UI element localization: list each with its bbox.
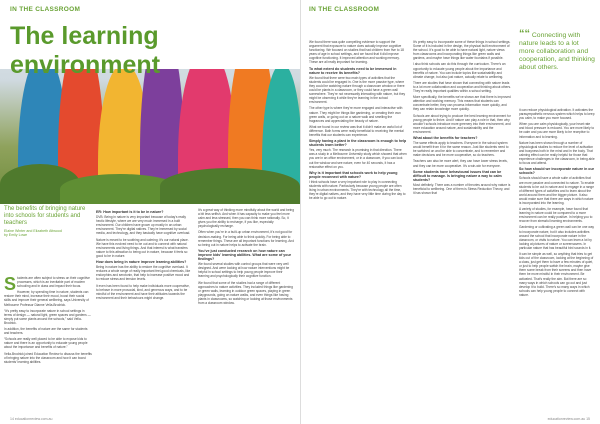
body-paragraph: We found that there were two main types of activities that the students could be engaged in. One is the more passive type, where they could be watching nature through a classroom window or there could be plants in a classroom, or they could have a green wall somewhere. They’re not necessarily interacting with nature, but they might be observing it while they’re learning in the school environment. <box>309 75 406 105</box>
intro-paragraph: tudents are often subject to stress on their cognitive processes, which is an inevitable part of modern schooling and in class and impact their focus. <box>17 276 90 289</box>
body-paragraph: More specifically, the benefits we’ve shown are that there is improved attention and working memory. This means that students can concentrate better, they can process information more quickly, and they can retain knowledge more quickly. <box>413 95 511 112</box>
body-paragraph: We found there was quite compelling evidence to support the argument that exposure to nature does actually improve cognitive functioning. We focused on studies that had children from five to 18 years of age in school settings, and we found that it did improve cognitive functioning. It improved attention and working memory. These are all really important for learning. <box>309 40 404 65</box>
body-paragraph: There are studies that have shown that connecting with nature leads to a lot more collaboration and cooperation and thinking about others. They’re really important qualities within a school setting. <box>413 80 511 94</box>
subheading: Why is it important that schools work to help young people reconnect with nature? <box>309 170 398 179</box>
body-paragraph: Teachers can also be more alert, they can have lower stress levels, and they can be more cooperative. It’s a win-win for everyone. <box>413 159 508 168</box>
body-paragraph: What we found in our review was that it didn’t make an awful lot of difference. Both forms were really beneficial to receiving the mental benefits that our students can experience. <box>309 124 404 137</box>
body-paragraph: It’s a great way of thinking more mindfully about the world and being a bit less selfish. And when it has capacity to make you feel more calm and less stressed, then you can think more rationally. So, it gives you the ability to recharge, if you like, especially psychologically recharge. <box>198 208 294 229</box>
byline <box>4 229 92 238</box>
footer-right: educationreview.com.au 15 <box>547 417 590 421</box>
body-paragraph: Yes, very much. The research is promising in that direction. There was a study in a Melbourne University study which showed that when you are in an office environment, or in a classroom, if you can look out the window and see nature, even for 40 seconds, it has a restorative effect on you. <box>309 148 407 169</box>
body-column-2 <box>96 208 192 302</box>
article-title: The learning environment <box>10 22 161 79</box>
subheading: ER: How important is it to be in nature? <box>96 210 164 214</box>
pull-quote-text: Connecting with nature leads to a lot more collaboration and cooperation, and thinking about others. <box>519 32 595 71</box>
body-paragraph: I also think schools can do this through the curriculum. There’s an opportunity to educate young people about the importance and benefits of nature. You can include topics like sustainability and climate change, but also just nature, actually relate to wellbeing. <box>413 62 506 79</box>
body-paragraph: A variety of studies, for example, have found that learning in nature could be compared to a more environment can be really positive. In helping you to recover from stressful learning environments. <box>519 207 593 224</box>
body-paragraph: Gardening or cultivating a green wall can be one way to incorporate nature, but it also includes activities around the school that incorporate nature in the classroom, or visits to nature. You can learn a lot by looking at pictures of nature or screensavers. In particular nature that has beautiful bird sounds in it. <box>519 225 594 250</box>
body-paragraph: I think schools have a very important role to play in connecting students with nature. Particularly because young people are often living in urban environments. They’re with technology all the time, they’re digital natives, and they have very little time during the day to be able to go out to nature. <box>309 179 406 201</box>
title-banner <box>0 14 300 79</box>
pull-quote <box>519 30 595 72</box>
intro-paragraph: “Schools are really well placed to be able to expose kids to nature and there is an opportunity to educate young people about the importance and benefits of nature.” <box>4 337 88 350</box>
intro-column <box>4 276 92 366</box>
body-paragraph: Schools should have a whole suite of activities that are more passive and connected to nature. To enable students to be out in nature and to engage in a range of different types of activities and to learn about the world around them and the bigger picture. It also would make sure that there are ways in which nature is incorporated into the learning. <box>519 176 595 205</box>
body-paragraph: The other type is where they’re more engaged and interactive with nature. They might be things like gardening, or creating their own green walls, or going out on a nature walk and smelling the fragrances and appreciating the beauty of nature. <box>309 106 403 123</box>
dropcap: S <box>4 274 17 294</box>
byline-credit: by Emily Lowe <box>4 233 28 238</box>
body-paragraph: Nature has been shown through a number of physiological studies to reduce the level of activation and busyness both in the mind and in the body. That calming effect can be really helpful for those that experience challenges in the classroom, in being able to focus and attend. <box>519 140 595 166</box>
subheading: Some students have behavioural issues that can be difficult to manage. Is bringing nature a way to calm students? <box>413 169 502 182</box>
footer-left: 14 educationreview.com.au <box>10 417 53 421</box>
intro-paragraph: Vella-Brodrick joined Education Review to discuss the benefits of bringing nature into the classroom and how it can boost students’ learning abilities. <box>4 351 92 364</box>
body-paragraph: It even has been found to help make individuals more cooperative, to behave in more prosocial, kind, and generous ways, and to be mindful of the environment and have their attitudes towards the environment and their behaviours might change. <box>96 283 190 300</box>
body-column-4 <box>309 40 407 202</box>
subheading: You’ve just conducted research on how nature can improve kids’ learning abilities. What are some of your findings? <box>198 248 292 262</box>
body-paragraph: It’s pretty easy to incorporate some of these things in school settings. Some of it is included in the design, the physical built environment of the school. It’s good to be able to have natural light, nature views from classrooms and incorporating things like green walls and gardens, and maybe have things like water fountains if possible. <box>413 40 511 61</box>
body-paragraph: The same effects apply to teachers. Everyone in the school system would benefit from it for the same reason. Just like students need to be switched on and be able to concentrate, and to remember and make decisions and be more cooperative, so do teachers. <box>413 141 509 158</box>
standfirst: The benefits of bringing nature into schools for students and teachers <box>4 206 86 226</box>
body-paragraph: Nature is meant to be soothing and calming; it’s our natural place. We have this evolved need to be out and to connect with natural environments and living things. And that interest is what transfers nature to this attraction to being out in nature, because it feels so good to be in nature. <box>96 237 189 258</box>
section-label-left: IN THE CLASSROOM <box>10 6 81 13</box>
section-label-right: IN THE CLASSROOM <box>309 6 380 13</box>
subheading: So how should we incorporate nature in our schools? <box>519 167 595 176</box>
subheading: Simply having a plant in the classroom is enough to help students learn better? <box>309 139 407 148</box>
body-column-6 <box>519 108 595 299</box>
intro-paragraph: In addition, the benefits of nature are the same for students and teachers. <box>4 327 88 336</box>
standfirst-block <box>4 206 92 238</box>
intro-paragraph: However, by spending time in nature, students can restore their mind, increase their mood, boost their social skills and improve their general wellbeing, says University of Melbourne Professor Dianne Vella-Brodrick. <box>4 290 89 307</box>
body-paragraph: Being in nature has the ability to restore the cognitive overload. It reduces a whole range of really important feel-good chemicals, like endorphins and serotonin, that help to increase positive mood and to reduce stress and tension levels. <box>96 265 191 282</box>
body-column-3 <box>198 208 294 307</box>
quote-mark-icon: ““ <box>519 28 530 40</box>
subheading: What about the benefits for teachers? <box>413 135 478 140</box>
body-paragraph: It can be simple as well, so anything that tries to get kids out of the classroom, looking at the beginning of a class, just get them to have a few minutes of quiet, or just to help people switch the brain, maybe give them some break from their screens and then have them be more mindful in their environment. Be activated. That’s really the aim. But there are so many ways in which schools can go out and just develop it to build. There’s so many ways in which schools can help young people to connect with nature. <box>519 252 594 297</box>
body-paragraph: DVB: Being in nature is very important because of today’s really hectic lifestyle, where we are very much immersed in a built environment. Our children have grown up mostly in an urban environment. They’re digital natives. They’re immersed by social media, and technology, and they basically have cognitive overload. <box>96 215 191 236</box>
body-paragraph: We found several studies with control groups that were very well designed. And were looking at how nature interventions might be helpful in school settings to help young people improve their learning and psychologically their cognitive function. <box>198 262 290 279</box>
body-paragraph: When you are calm physiologically, your heart rate and blood pressure is reduced. You are more likely to be calm and you are more likely to be receptive to information and to learning. <box>519 122 595 139</box>
intro-paragraph: “It’s pretty easy to incorporate nature in school settings in terms of design — natural light, green spaces and gardens — simply put some plants around the schools,” said Vella-Brodrick. <box>4 308 91 325</box>
body-paragraph: We found that some of the studies had a range of different approaches to nature activities. They included things like gardening or green walls, learning in outdoor green spaces, playing in green playgrounds, going on nature walks, and even things like having plants in classrooms, so watching or looking at those environments from a classroom window. <box>198 280 293 305</box>
body-paragraph: Schools are about trying to produce the best learning environment for young people to thrive. And if nature can play a role in that, then why wouldn’t schools introduce more greenery into their environment, and more education around nature, and sustainability and the environment. <box>413 113 511 134</box>
body-paragraph: Often when you’re in a built-up urban environment, it’s not good for decision-making. For being able to think quickly. For being able to remember things. These are all important functions for learning. And so being out in nature helps to activate the brain. <box>198 230 294 247</box>
subheading: How does being in nature improve learning abilities? <box>96 260 187 265</box>
body-paragraph: Most definitely. There was a number of theories around why nature is beneficial to wellbeing. One of them is Stress Reduction Theory, and it has shown that <box>413 182 511 196</box>
right-page <box>300 0 600 424</box>
body-paragraph: it can reduce physiological activation. It activates the parasympathetic nervous system which helps to keep you calm, to make you more focused. <box>519 108 595 121</box>
subheading: To what extent do students need to be immersed in nature to receive its benefits? <box>309 66 397 75</box>
byline-authors: Elaine Winter and Elizabeth Attwood <box>4 229 62 233</box>
body-column-5 <box>413 40 511 197</box>
